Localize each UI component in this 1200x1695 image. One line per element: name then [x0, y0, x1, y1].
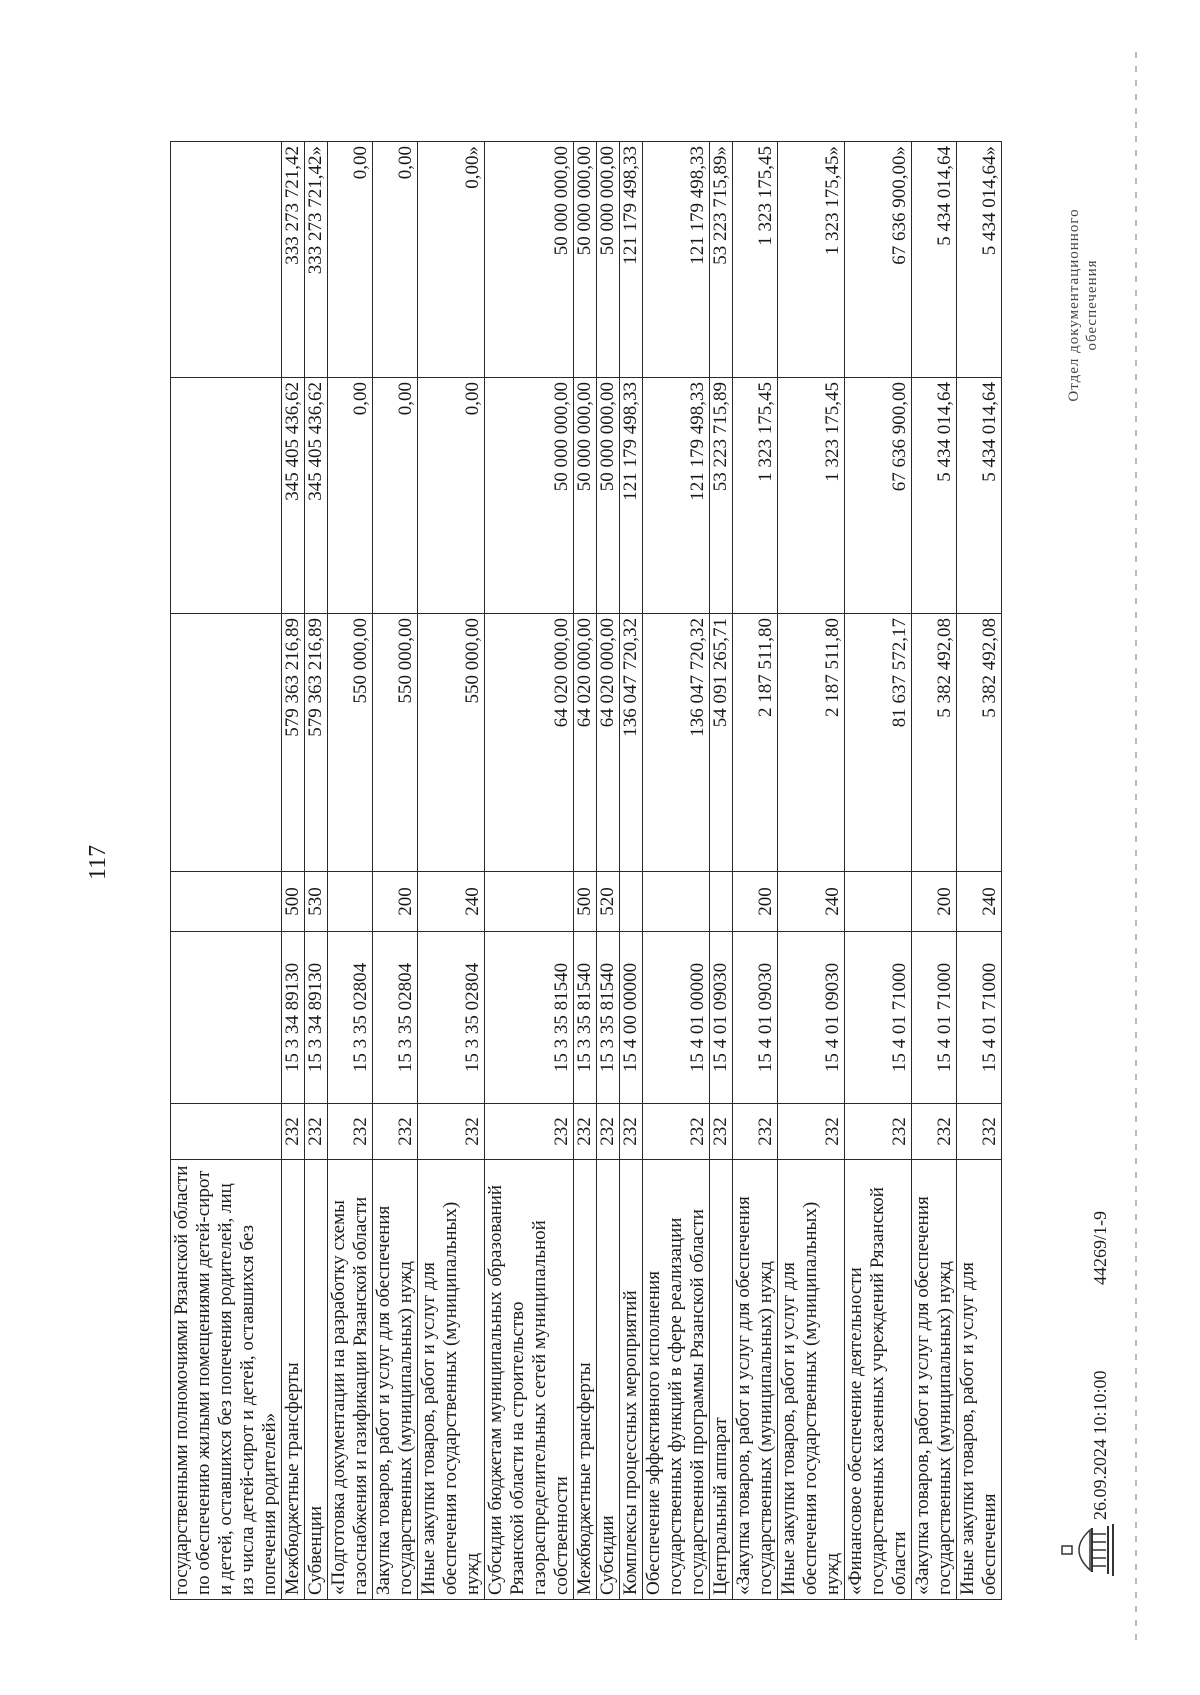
cell-name: Межбюджетные трансферты [282, 1160, 305, 1600]
cell-target-article: 15 3 35 02804 [373, 932, 418, 1104]
table-row [845, 142, 912, 1600]
cell-target-article: 15 4 00 00000 [620, 932, 643, 1104]
cell-amount-2025: 50 000 000,00 [574, 378, 597, 614]
cell-name: Субвенции [305, 1160, 328, 1600]
cell-amount-2025: 0,00 [328, 378, 373, 614]
cell-kbk: 232 [282, 1104, 305, 1160]
cell-expense-type [710, 872, 733, 932]
cell-target-article: 15 4 01 09030 [778, 932, 845, 1104]
cell-kbk: 232 [574, 1104, 597, 1160]
cell-kbk: 232 [373, 1104, 418, 1160]
cell-amount-2026: 0,00 [373, 142, 418, 378]
cell-name: Межбюджетные трансферты [574, 1160, 597, 1600]
rotated-page [40, 50, 1160, 1640]
table-row [574, 142, 597, 1600]
cell-name: «Финансовое обеспечение деятельности государственных казенных учреждений Рязанской области [845, 1160, 912, 1600]
cell-amount-2025: 1 323 175,45 [733, 378, 778, 614]
cell-amount-2025: 121 179 498,33 [620, 378, 643, 614]
cell-amount-2026: 5 434 014,64» [957, 142, 1002, 378]
cell-target-article: 15 3 35 81540 [597, 932, 620, 1104]
cell-expense-type: 500 [574, 872, 597, 932]
cell-amount-2024: 2 187 511,80 [733, 614, 778, 872]
cell-amount-2024: 2 187 511,80 [778, 614, 845, 872]
cell-expense-type: 240 [778, 872, 845, 932]
cell-name: Центральный аппарат [710, 1160, 733, 1600]
budget-table [170, 141, 1002, 1600]
cell-target-article: 15 3 35 81540 [574, 932, 597, 1104]
cell-target-article: 15 4 01 71000 [845, 932, 912, 1104]
cell-target-article: 15 3 35 02804 [328, 932, 373, 1104]
cell-expense-type [171, 872, 282, 932]
cell-expense-type [328, 872, 373, 932]
cell-amount-2025: 0,00 [418, 378, 485, 614]
cell-amount-2026: 121 179 498,33 [620, 142, 643, 378]
cell-kbk: 232 [733, 1104, 778, 1160]
cell-kbk: 232 [912, 1104, 957, 1160]
cell-amount-2025: 1 323 175,45 [778, 378, 845, 614]
cell-amount-2026: 121 179 498,33 [643, 142, 710, 378]
cell-name: «Закупка товаров, работ и услуг для обеспечения государственных (муниципальных) нужд [912, 1160, 957, 1600]
cell-amount-2026: 0,00 [328, 142, 373, 378]
cell-target-article: 15 4 01 71000 [957, 932, 1002, 1104]
cell-amount-2025: 5 434 014,64 [957, 378, 1002, 614]
cell-target-article: 15 3 35 02804 [418, 932, 485, 1104]
table-row [373, 142, 418, 1600]
cell-amount-2024 [171, 614, 282, 872]
cell-kbk: 232 [597, 1104, 620, 1160]
cell-kbk: 232 [845, 1104, 912, 1160]
cell-amount-2025: 345 405 436,62 [282, 378, 305, 614]
cell-amount-2026: 5 434 014,64 [912, 142, 957, 378]
footer-doc-number: 44269/1-9 [1090, 1211, 1110, 1285]
table-row [710, 142, 733, 1600]
cell-amount-2024: 136 047 720,32 [643, 614, 710, 872]
scan-edge-artifact [1135, 50, 1137, 1640]
cell-name: Иные закупки товаров, работ и услуг для обеспечения государственных (муниципальных) нужд [418, 1160, 485, 1600]
cell-amount-2026: 1 323 175,45» [778, 142, 845, 378]
cell-amount-2024: 579 363 216,89 [282, 614, 305, 872]
cell-amount-2025: 50 000 000,00 [485, 378, 574, 614]
cell-target-article: 15 4 01 00000 [643, 932, 710, 1104]
cell-name: Субсидии бюджетам муниципальных образований Рязанской области на строительство газораспределительных сетей муниципальной собственности [485, 1160, 574, 1600]
cell-amount-2026: 0,00» [418, 142, 485, 378]
table-row [597, 142, 620, 1600]
cell-kbk: 232 [305, 1104, 328, 1160]
cell-name: Комплексы процессных мероприятий [620, 1160, 643, 1600]
cell-target-article: 15 4 01 71000 [912, 932, 957, 1104]
table-row [912, 142, 957, 1600]
cell-amount-2025: 53 223 715,89 [710, 378, 733, 614]
cell-amount-2024: 5 382 492,08 [957, 614, 1002, 872]
cell-amount-2025: 121 179 498,33 [643, 378, 710, 614]
cell-target-article: 15 3 34 89130 [305, 932, 328, 1104]
duma-emblem-icon [1060, 1520, 1116, 1580]
cell-expense-type [643, 872, 710, 932]
cell-kbk: 232 [328, 1104, 373, 1160]
cell-amount-2026: 333 273 721,42» [305, 142, 328, 378]
footer-date: 26.09.2024 10:10:00 [1090, 1370, 1110, 1520]
cell-amount-2025: 50 000 000,00 [597, 378, 620, 614]
cell-amount-2026: 53 223 715,89» [710, 142, 733, 378]
cell-amount-2024: 579 363 216,89 [305, 614, 328, 872]
cell-name: Иные закупки товаров, работ и услуг для обеспечения государственных (муниципальных) нужд [778, 1160, 845, 1600]
table-row [733, 142, 778, 1600]
table-row [778, 142, 845, 1600]
cell-name: «Закупка товаров, работ и услуг для обеспечения государственных (муниципальных) нужд [733, 1160, 778, 1600]
cell-kbk [171, 1104, 282, 1160]
page-number: 117 [85, 844, 111, 880]
cell-kbk: 232 [778, 1104, 845, 1160]
cell-target-article: 15 4 01 09030 [710, 932, 733, 1104]
cell-kbk: 232 [643, 1104, 710, 1160]
cell-amount-2025: 345 405 436,62 [305, 378, 328, 614]
cell-amount-2025: 67 636 900,00 [845, 378, 912, 614]
cell-amount-2025: 0,00 [373, 378, 418, 614]
cell-amount-2026: 333 273 721,42 [282, 142, 305, 378]
cell-kbk: 232 [485, 1104, 574, 1160]
department-stamp [1065, 180, 1101, 430]
table-row [957, 142, 1002, 1600]
table-row [643, 142, 710, 1600]
cell-amount-2026: 67 636 900,00» [845, 142, 912, 378]
table-row [328, 142, 373, 1600]
cell-target-article [171, 932, 282, 1104]
cell-amount-2024: 550 000,00 [373, 614, 418, 872]
cell-expense-type: 240 [957, 872, 1002, 932]
cell-amount-2024: 81 637 572,17 [845, 614, 912, 872]
cell-amount-2024: 64 020 000,00 [597, 614, 620, 872]
cell-expense-type [485, 872, 574, 932]
cell-kbk: 232 [957, 1104, 1002, 1160]
cell-amount-2024: 5 382 492,08 [912, 614, 957, 872]
cell-kbk: 232 [620, 1104, 643, 1160]
cell-expense-type: 240 [418, 872, 485, 932]
cell-expense-type [620, 872, 643, 932]
cell-amount-2024: 64 020 000,00 [485, 614, 574, 872]
table-row [485, 142, 574, 1600]
cell-expense-type: 530 [305, 872, 328, 932]
stamp-line-2: обеспечения [1084, 259, 1100, 351]
table-row [305, 142, 328, 1600]
cell-target-article: 15 4 01 09030 [733, 932, 778, 1104]
table-row [282, 142, 305, 1600]
cell-amount-2026: 50 000 000,00 [597, 142, 620, 378]
cell-name: Субсидии [597, 1160, 620, 1600]
cell-name: государственными полномочиями Рязанской области по обеспечению жилыми помещениями детей-сирот и детей, оставшихся без попечения родителей, лиц из числа детей-сирот и детей, оставшихся без попечения родителей» [171, 1160, 282, 1600]
cell-target-article: 15 3 35 81540 [485, 932, 574, 1104]
cell-amount-2026: 1 323 175,45 [733, 142, 778, 378]
cell-expense-type: 520 [597, 872, 620, 932]
cell-expense-type [845, 872, 912, 932]
stamp-line-1: Отдел документационного [1066, 208, 1082, 402]
cell-expense-type: 500 [282, 872, 305, 932]
cell-name: Закупка товаров, работ и услуг для обеспечения государственных (муниципальных) нужд [373, 1160, 418, 1600]
table-row [418, 142, 485, 1600]
table-row [620, 142, 643, 1600]
cell-expense-type: 200 [373, 872, 418, 932]
cell-kbk: 232 [418, 1104, 485, 1160]
cell-amount-2024: 64 020 000,00 [574, 614, 597, 872]
cell-kbk: 232 [710, 1104, 733, 1160]
cell-amount-2024: 136 047 720,32 [620, 614, 643, 872]
cell-amount-2024: 550 000,00 [418, 614, 485, 872]
cell-name: Иные закупки товаров, работ и услуг для обеспечения [957, 1160, 1002, 1600]
cell-amount-2024: 54 091 265,71 [710, 614, 733, 872]
cell-expense-type: 200 [733, 872, 778, 932]
table-row [171, 142, 282, 1600]
cell-name: «Подготовка документации на разработку схемы газоснабжения и газификации Рязанской области [328, 1160, 373, 1600]
cell-expense-type: 200 [912, 872, 957, 932]
cell-target-article: 15 3 34 89130 [282, 932, 305, 1104]
cell-amount-2024: 550 000,00 [328, 614, 373, 872]
cell-amount-2026 [171, 142, 282, 378]
cell-amount-2026: 50 000 000,00 [485, 142, 574, 378]
cell-name: Обеспечение эффективного исполнения государственных функций в сфере реализации государственной программы Рязанской области [643, 1160, 710, 1600]
cell-amount-2025: 5 434 014,64 [912, 378, 957, 614]
cell-amount-2025 [171, 378, 282, 614]
cell-amount-2026: 50 000 000,00 [574, 142, 597, 378]
